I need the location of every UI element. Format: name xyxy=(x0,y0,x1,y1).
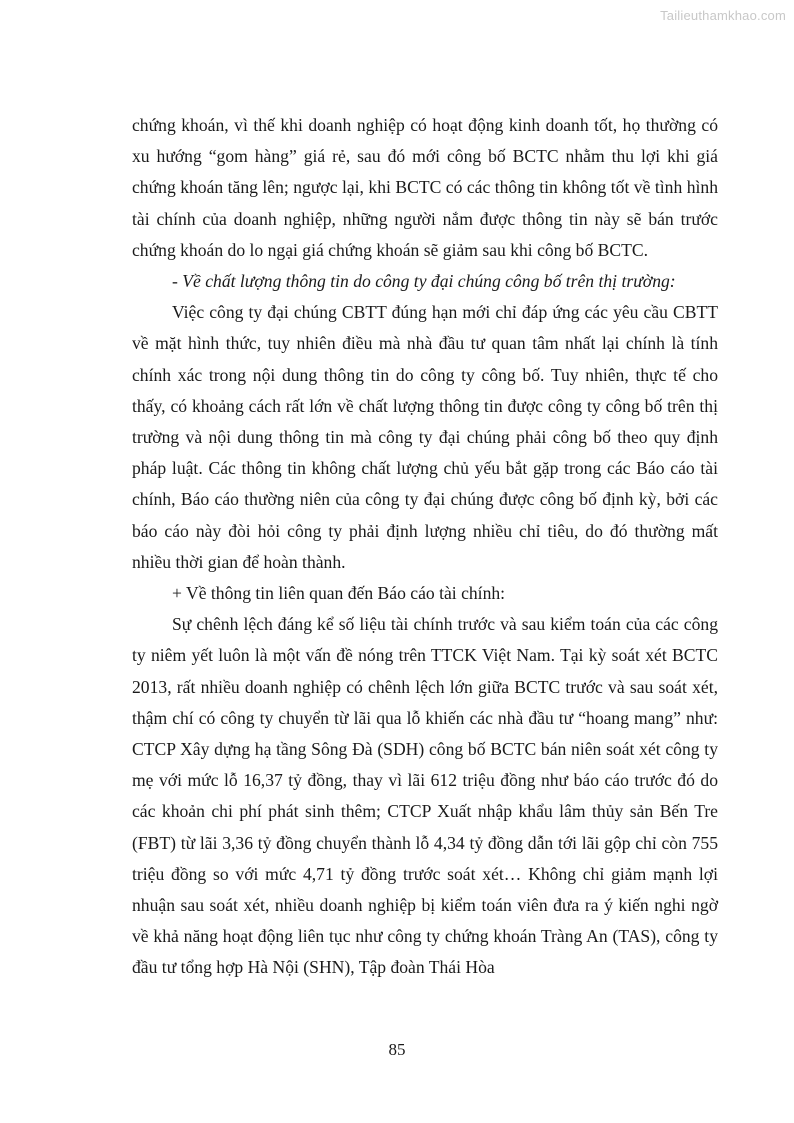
paragraph-info-quality: Việc công ty đại chúng CBTT đúng hạn mới chỉ đáp ứng các yêu cầu CBTT về mặt hình thức, tuy nhiên điều mà nhà đầu tư quan tâm nhất lại chính là tính chính xác trong nội dung thông tin do công ty công bố. Tuy nhiên, thực tế cho thấy, có khoảng cách rất lớn về chất lượng thông tin được công ty công bố trên thị trường và nội dung thông tin mà công ty đại chúng phải công bố theo quy định pháp luật. Các thông tin không chất lượng chủ yếu bắt gặp trong các Báo cáo tài chính, Báo cáo thường niên của công ty đại chúng được công bố định kỳ, bởi các báo cáo này đòi hỏi công ty phải định lượng nhiều chỉ tiêu, do đó thường mất nhiều thời gian để hoàn thành. xyxy=(132,302,718,572)
document-body xyxy=(132,110,718,984)
watermark-text: Tailieuthamkhao.com xyxy=(660,8,786,23)
section-heading-info-quality: - Về chất lượng thông tin do công ty đại chúng công bố trên thị trường: xyxy=(172,271,676,292)
page-number: 85 xyxy=(388,1040,406,1059)
paragraph-intro-continuation: chứng khoán, vì thế khi doanh nghiệp có hoạt động kinh doanh tốt, họ thường có xu hướng “gom hàng” giá rẻ, sau đó mới công bố BCTC nhằm thu lợi khi giá chứng khoán tăng lên; ngược lại, khi BCTC có các thông tin không tốt về tình hình tài chính của doanh nghiệp, những người nắm được thông tin này sẽ bán trước chứng khoán do lo ngại giá chứng khoán sẽ giảm sau khi công bố BCTC. xyxy=(132,115,718,260)
paragraph-audit-discrepancies: Sự chênh lệch đáng kể số liệu tài chính trước và sau kiểm toán của các công ty niêm yết luôn là một vấn đề nóng trên TTCK Việt Nam. Tại kỳ soát xét BCTC 2013, rất nhiều doanh nghiệp có chênh lệch lớn giữa BCTC trước và sau soát xét, thậm chí có công ty chuyển từ lãi qua lỗ khiến các nhà đầu tư “hoang mang” như: CTCP Xây dựng hạ tầng Sông Đà (SDH) công bố BCTC bán niên soát xét công ty mẹ với mức lỗ 16,37 tỷ đồng, thay vì lãi 612 triệu đồng như báo cáo trước đó do các khoản chi phí phát sinh thêm; CTCP Xuất nhập khẩu lâm thủy sản Bến Tre (FBT) từ lãi 3,36 tỷ đồng chuyển thành lỗ 4,34 tỷ đồng dẫn tới lãi gộp chỉ còn 755 triệu đồng so với mức 4,71 tỷ đồng trước soát xét… Không chỉ giảm mạnh lợi nhuận sau soát xét, nhiều doanh nghiệp bị kiểm toán viên đưa ra ý kiến nghi ngờ về khả năng hoạt động liên tục như công ty chứng khoán Tràng An (TAS), công ty đầu tư tổng hợp Hà Nội (SHN), Tập đoàn Thái Hòa xyxy=(132,614,718,978)
subheading-financial-reports: + Về thông tin liên quan đến Báo cáo tài chính: xyxy=(172,583,506,604)
